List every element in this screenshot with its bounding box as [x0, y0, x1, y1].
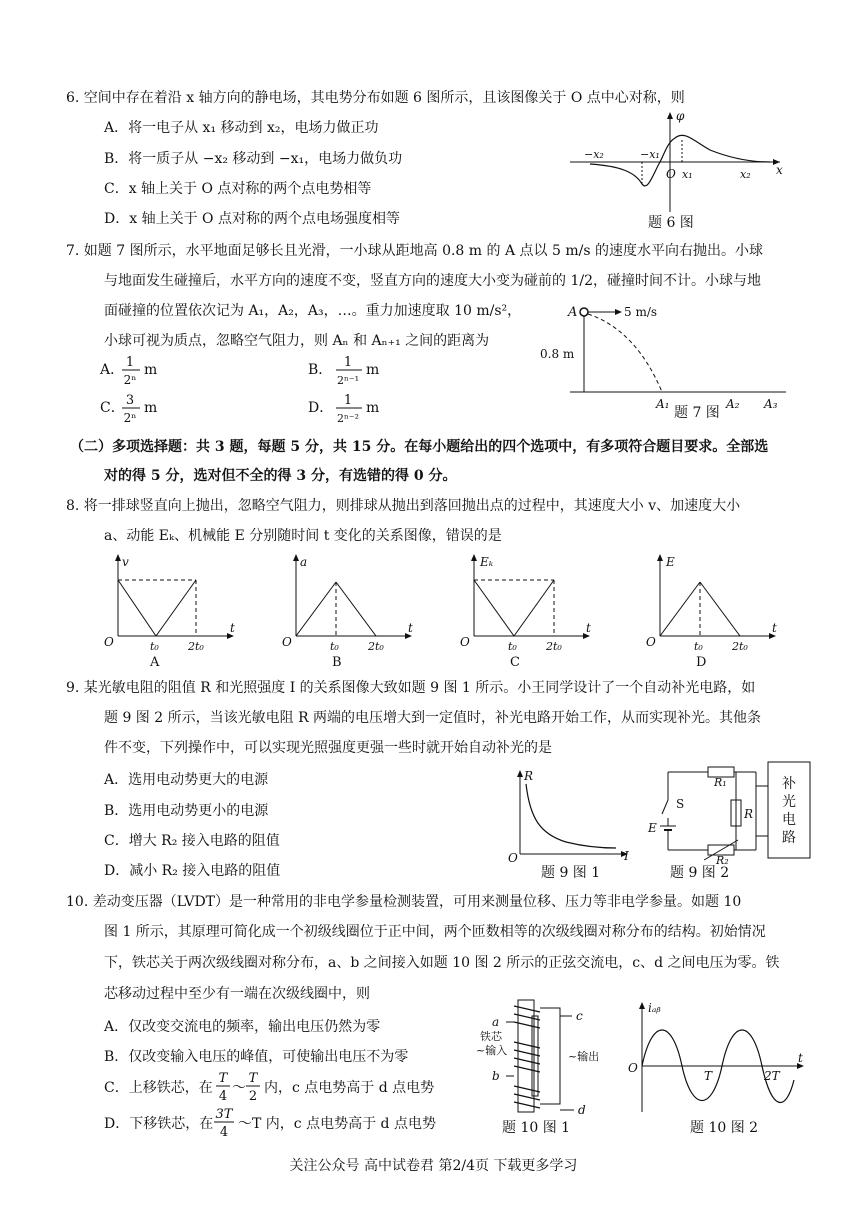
svg-text:m: m: [366, 362, 380, 378]
svg-text:D: D: [696, 655, 707, 670]
q6-option-c: C．x 轴上关于 O 点对称的两个点电势相等: [104, 181, 372, 197]
svg-text:T: T: [704, 1069, 713, 1083]
svg-text:I: I: [624, 849, 629, 863]
svg-text:电: 电: [782, 812, 796, 828]
q10-option-c: [100, 1070, 460, 1106]
svg-text:内，c 点电势高于 d 点电势: 内，c 点电势高于 d 点电势: [264, 1080, 435, 1096]
q9-option-d: D．减小 R₂ 接入电路的阻值: [104, 863, 281, 879]
svg-text:3: 3: [125, 393, 135, 408]
q7-height: 0.8 m: [540, 347, 575, 361]
svg-text:t₀: t₀: [508, 640, 517, 653]
q10-option-a: A．仅改变交流电的频率，输出电压仍然为零: [104, 1019, 381, 1035]
svg-text:c: c: [576, 1009, 583, 1023]
q6-x-label: x: [776, 163, 783, 177]
svg-text:O: O: [628, 1061, 638, 1075]
q8-graph-b: [282, 554, 413, 670]
q6-x2-label: x₂: [740, 168, 751, 181]
svg-text:O: O: [646, 635, 656, 649]
q6-option-a: A．将一电子从 x₁ 移动到 x₂，电场力做正功: [104, 120, 379, 136]
svg-text:铁芯: 铁芯: [480, 1030, 502, 1043]
svg-text:E: E: [666, 555, 675, 569]
svg-text:O: O: [460, 635, 470, 649]
q8-graphs: [100, 552, 800, 670]
svg-text:O: O: [104, 635, 114, 649]
q9-option-a: A．选用电动势更大的电源: [104, 772, 269, 788]
q10-line-2: 图 1 所示，其原理可简化成一个初级线圈位于正中间，两个匝数相等的次级线圈对称分布的结构。初始情况: [104, 924, 766, 940]
svg-text:R: R: [744, 807, 754, 821]
svg-text:E: E: [648, 821, 657, 835]
svg-text:A．: A．: [100, 362, 125, 378]
q9-figure-2-caption: 题 9 图 2: [670, 865, 730, 881]
svg-text:t₀: t₀: [330, 640, 339, 653]
svg-text:2t₀: 2t₀: [368, 640, 384, 653]
svg-text:~输入: ~输入: [476, 1044, 508, 1057]
q6-stem: 6. 空间中存在着沿 x 轴方向的静电场，其电势分布如题 6 图所示，且该图像关于 O 点中心对称，则: [66, 90, 685, 106]
svg-text:4: 4: [219, 1125, 229, 1140]
q10-option-b: B．仅改变输入电压的峰值，可使输出电压不为零: [104, 1049, 409, 1065]
q10-figure-1: [470, 996, 610, 1116]
q9-figure-1: [506, 768, 636, 865]
q6-option-d: D．x 轴上关于 O 点对称的两个点电场强度相等: [104, 211, 400, 227]
q9-line-2: 题 9 图 2 所示，当该光敏电阻 R 两端的电压增大到一定值时，补光电路开始工作，从而实现补光。其他条: [104, 710, 762, 726]
q10-line-1: 10. 差动变压器（LVDT）是一种常用的非电学参量检测装置，可用来测量位移、压力等非电学参量。如题 10: [66, 894, 742, 910]
q10-option-d: [100, 1106, 470, 1142]
svg-text:C: C: [510, 655, 520, 670]
svg-text:R: R: [524, 769, 534, 783]
q9-line-1: 9. 某光敏电阻的阻值 R 和光照强度 I 的关系图像大致如题 9 图 1 所示。小王同学设计了一个自动补光电路，如: [66, 680, 756, 696]
svg-text:t: t: [408, 621, 413, 635]
section-multiple-choice: （二）多项选择题：共 3 题，每题 5 分，共 15 分。在每小题给出的四个选项中，有多项符合题目要求。全部选: [70, 439, 769, 455]
q9-figure-2: [648, 756, 818, 867]
svg-text:1: 1: [343, 355, 353, 370]
svg-text:C．上移铁芯，在: C．上移铁芯，在: [104, 1080, 213, 1096]
q6-figure: [570, 109, 790, 222]
svg-text:t: t: [586, 621, 591, 635]
svg-text:d: d: [578, 1103, 586, 1117]
q7-a1: A₁: [656, 397, 670, 411]
svg-text:O: O: [282, 635, 292, 649]
svg-text:2ⁿ⁻¹: 2ⁿ⁻¹: [337, 374, 359, 387]
svg-text:～T 内，c 点电势高于 d 点电势: ～T 内，c 点电势高于 d 点电势: [238, 1116, 436, 1132]
svg-text:m: m: [366, 400, 380, 416]
svg-text:t: t: [798, 1051, 803, 1065]
svg-text:～: ～: [232, 1080, 246, 1096]
q7-figure-caption: 题 7 图: [674, 405, 720, 421]
q6-origin-label: O: [666, 167, 676, 181]
svg-text:t₀: t₀: [150, 640, 159, 653]
section-scoring: 对的得 5 分，选对但不全的得 3 分，有选错的得 0 分。: [104, 468, 457, 484]
svg-text:1: 1: [343, 393, 353, 408]
svg-text:R₁: R₁: [714, 776, 727, 789]
q8-graph-d: [646, 554, 777, 670]
svg-text:iₐᵦ: iₐᵦ: [648, 1001, 661, 1015]
svg-text:R₂: R₂: [716, 854, 729, 867]
q6-x1-label: x₁: [682, 168, 693, 181]
svg-text:m: m: [144, 400, 158, 416]
svg-text:O: O: [508, 851, 518, 865]
svg-text:b: b: [492, 1069, 500, 1083]
q6-neg-x1-label: −x₁: [640, 148, 660, 161]
svg-text:光: 光: [782, 794, 796, 810]
q9-line-3: 件不变，下列操作中，可以实现光照强度更强一些时就开始自动补光的是: [104, 740, 552, 756]
svg-text:3T: 3T: [215, 1107, 233, 1122]
q6-phi-label: φ: [676, 109, 685, 123]
svg-text:Eₖ: Eₖ: [480, 555, 494, 569]
q9-option-c: C．增大 R₂ 接入电路的阻值: [104, 833, 280, 849]
svg-text:2ⁿ: 2ⁿ: [123, 411, 137, 425]
svg-text:2t₀: 2t₀: [546, 640, 562, 653]
q8-graph-c: [460, 554, 591, 670]
svg-text:2t₀: 2t₀: [188, 640, 204, 653]
page-footer: 关注公众号 高中试卷君 第2/4页 下载更多学习: [289, 1158, 578, 1174]
q7-line-4: 小球可视为质点，忽略空气阻力，则 Aₙ 和 Aₙ₊₁ 之间的距离为: [104, 333, 490, 349]
svg-text:A: A: [150, 655, 160, 670]
q9-figure-1-caption: 题 9 图 1: [541, 865, 601, 881]
q7-a2: A₂: [726, 397, 740, 411]
q6-neg-x2-label: −x₂: [584, 148, 604, 161]
svg-text:t₀: t₀: [694, 640, 703, 653]
svg-text:C．: C．: [100, 400, 125, 416]
q8-line-2: a、动能 Eₖ、机械能 E 分别随时间 t 变化的关系图像，错误的是: [104, 528, 502, 544]
q10-figure-2-caption: 题 10 图 2: [690, 1120, 759, 1136]
svg-text:T: T: [218, 1071, 228, 1086]
q9-option-b: B．选用电动势更小的电源: [104, 803, 269, 819]
svg-text:4: 4: [218, 1089, 228, 1104]
svg-text:D．下移铁芯，在: D．下移铁芯，在: [104, 1116, 214, 1132]
q8-graph-a: [104, 554, 235, 670]
q7-options: [100, 352, 400, 424]
q6-figure-caption: 题 6 图: [648, 215, 694, 231]
svg-text:B．: B．: [308, 362, 333, 378]
q6-option-b: B．将一质子从 −x₂ 移动到 −x₁，电场力做负功: [104, 151, 403, 167]
svg-text:a: a: [300, 555, 308, 569]
q7-a3: A₃: [764, 397, 778, 411]
svg-text:m: m: [144, 362, 158, 378]
svg-text:B: B: [332, 655, 342, 670]
svg-text:v: v: [122, 555, 129, 569]
svg-text:a: a: [492, 1015, 500, 1029]
svg-text:2ⁿ⁻²: 2ⁿ⁻²: [337, 412, 359, 425]
q10-figure-2: [626, 1000, 812, 1116]
q7-line-1: 7. 如题 7 图所示，水平地面足够长且光滑，一小球从距地高 0.8 m 的 A 点以 5 m/s 的速度水平向右抛出。小球: [66, 243, 763, 259]
svg-text:1: 1: [125, 355, 135, 370]
svg-text:t: t: [772, 621, 777, 635]
svg-text:2: 2: [248, 1089, 258, 1104]
q10-line-3: 下，铁芯关于两次级线圈对称分布，a、b 之间接入如题 10 图 2 所示的正弦交流电，c、d 之间电压为零。铁: [104, 955, 780, 971]
q10-figure-1-caption: 题 10 图 1: [502, 1120, 571, 1136]
svg-text:2ⁿ: 2ⁿ: [123, 373, 137, 387]
q8-line-1: 8. 将一排球竖直向上抛出，忽略空气阻力，则排球从抛出到落回抛出点的过程中，其速度大小 v、加速度大小: [66, 498, 741, 514]
q7-line-2: 与地面发生碰撞后，水平方向的速度不变，竖直方向的速度大小变为碰前的 1/2，碰撞时间不计。小球与地: [104, 273, 761, 289]
svg-text:T: T: [248, 1071, 258, 1086]
q7-velocity: 5 m/s: [624, 305, 658, 319]
svg-text:~输出: ~输出: [568, 1050, 600, 1063]
svg-text:t: t: [230, 621, 235, 635]
q7-figure: [540, 300, 796, 411]
q7-line-3: 面碰撞的位置依次记为 A₁，A₂，A₃，…。重力加速度取 10 m/s²，: [104, 303, 522, 319]
q10-line-4: 芯移动过程中至少有一端在次级线圈中，则: [104, 986, 370, 1002]
svg-text:路: 路: [782, 830, 796, 846]
svg-text:2t₀: 2t₀: [732, 640, 748, 653]
svg-text:2T: 2T: [764, 1069, 780, 1083]
svg-text:D．: D．: [308, 400, 334, 416]
q7-point-a: A: [568, 305, 578, 320]
svg-text:补: 补: [782, 776, 796, 792]
svg-text:S: S: [676, 797, 685, 811]
